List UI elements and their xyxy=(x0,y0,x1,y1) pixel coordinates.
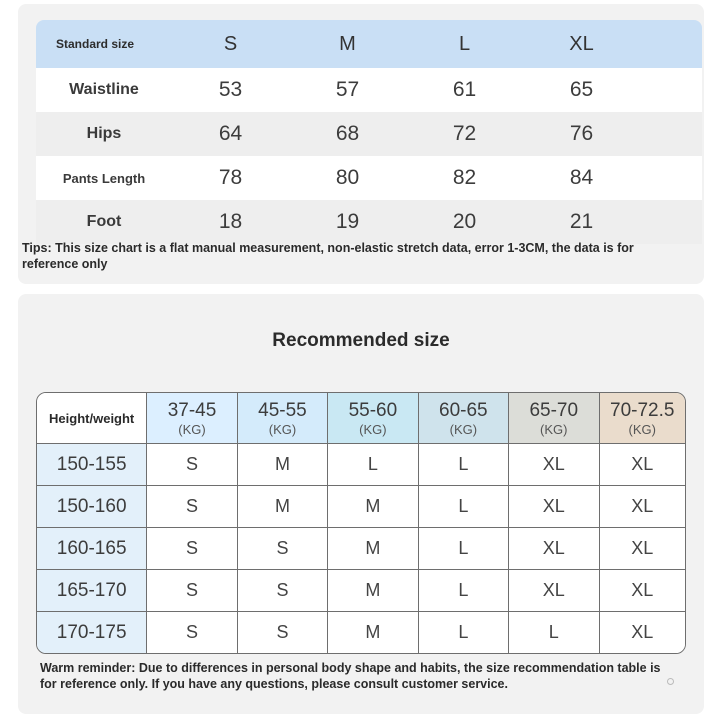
recommended-row xyxy=(37,570,685,612)
size-value: 20 xyxy=(452,210,477,233)
size-chart-header xyxy=(36,20,702,68)
row-label: Waistline xyxy=(69,81,139,98)
recommended-size-value: L xyxy=(419,528,509,569)
weight-header-cell xyxy=(600,393,685,443)
height-range: 150-160 xyxy=(37,486,147,527)
size-row-waistline xyxy=(36,68,702,112)
size-value: 84 xyxy=(569,166,594,189)
weight-range: 60-65 xyxy=(439,399,488,421)
recommended-size-value: L xyxy=(419,444,509,485)
size-value: 82 xyxy=(452,166,477,189)
recommended-size-value: L xyxy=(328,444,418,485)
size-row-pants-length xyxy=(36,156,702,200)
recommended-size-value: M xyxy=(328,570,418,611)
recommended-row xyxy=(37,444,685,486)
recommended-size-value: S xyxy=(147,612,237,653)
row-label: Foot xyxy=(86,213,122,230)
recommended-size-value: L xyxy=(509,612,599,653)
size-value: 68 xyxy=(335,122,360,145)
size-header-cell: XL xyxy=(569,32,594,55)
height-range: 160-165 xyxy=(37,528,147,569)
weight-unit: (KG) xyxy=(540,421,568,437)
height-range: 170-175 xyxy=(37,612,147,653)
height-weight-label: Height/weight xyxy=(37,393,147,443)
recommended-size-value: S xyxy=(238,612,328,653)
recommended-size-value: M xyxy=(238,486,328,527)
size-value: 72 xyxy=(452,122,477,145)
recommended-size-value: L xyxy=(419,570,509,611)
recommended-size-table xyxy=(36,392,686,654)
recommended-size-value: XL xyxy=(509,444,599,485)
recommended-size-value: M xyxy=(328,486,418,527)
height-range: 150-155 xyxy=(37,444,147,485)
size-row-foot xyxy=(36,200,702,244)
weight-header-cell xyxy=(238,393,328,443)
recommended-row xyxy=(37,486,685,528)
decorative-dot xyxy=(667,678,674,685)
size-value: 80 xyxy=(335,166,360,189)
recommended-size-value: S xyxy=(147,570,237,611)
standard-size-label: Standard size xyxy=(56,37,135,51)
weight-unit: (KG) xyxy=(178,421,206,437)
size-value: 61 xyxy=(452,78,477,101)
recommended-size-value: XL xyxy=(600,486,685,527)
size-value: 53 xyxy=(218,78,243,101)
weight-range: 55-60 xyxy=(348,399,398,421)
size-value: 19 xyxy=(335,210,360,233)
weight-header-cell xyxy=(419,393,509,443)
warm-reminder: Warm reminder: Due to differences in personal body shape and habits, the size recommendation table is for reference only. If you have any questions, please consult customer service. xyxy=(40,661,661,691)
size-value: 21 xyxy=(569,210,594,233)
row-label: Hips xyxy=(86,125,122,142)
weight-header-cell xyxy=(328,393,418,443)
size-value: 65 xyxy=(569,78,594,101)
weight-unit: (KG) xyxy=(359,421,387,437)
recommended-size-value: XL xyxy=(600,528,685,569)
size-value: 57 xyxy=(335,78,360,101)
recommended-size-card xyxy=(18,294,704,714)
recommended-size-value: L xyxy=(419,486,509,527)
recommended-size-value: XL xyxy=(600,570,685,611)
size-row-hips xyxy=(36,112,702,156)
recommended-size-value: L xyxy=(419,612,509,653)
weight-header-cell xyxy=(509,393,599,443)
weight-unit: (KG) xyxy=(628,421,656,437)
weight-unit: (KG) xyxy=(268,421,297,437)
size-value: 76 xyxy=(569,122,594,145)
size-header-cell: L xyxy=(458,32,471,55)
size-value: 64 xyxy=(218,122,243,145)
size-chart-tips: Tips: This size chart is a flat manual measurement, non-elastic stretch data, error 1-3CM, the data is for reference only xyxy=(22,241,634,271)
weight-range: 45-55 xyxy=(258,399,307,421)
recommended-size-value: S xyxy=(147,486,237,527)
weight-unit: (KG) xyxy=(449,421,478,437)
recommended-row xyxy=(37,612,685,653)
recommended-size-value: XL xyxy=(509,486,599,527)
recommended-title: Recommended size xyxy=(272,330,450,351)
size-chart-card xyxy=(18,4,704,284)
weight-range: 37-45 xyxy=(167,399,217,421)
recommended-header-row xyxy=(37,393,685,444)
recommended-size-value: XL xyxy=(509,570,599,611)
weight-header-cell xyxy=(147,393,237,443)
recommended-size-value: S xyxy=(238,570,328,611)
size-value: 18 xyxy=(218,210,243,233)
size-header-cell: S xyxy=(223,32,238,55)
row-label: Pants Length xyxy=(62,170,146,186)
size-header-cell: M xyxy=(339,32,356,55)
recommended-size-value: S xyxy=(147,528,237,569)
recommended-row xyxy=(37,528,685,570)
recommended-size-value: XL xyxy=(600,612,685,653)
weight-range: 70-72.5 xyxy=(610,399,675,421)
recommended-size-value: XL xyxy=(509,528,599,569)
recommended-size-value: S xyxy=(147,444,237,485)
size-chart-table xyxy=(36,20,702,244)
recommended-size-value: XL xyxy=(600,444,685,485)
weight-range: 65-70 xyxy=(529,399,579,421)
recommended-size-value: M xyxy=(328,612,418,653)
height-range: 165-170 xyxy=(37,570,147,611)
size-value: 78 xyxy=(218,166,243,189)
recommended-size-value: S xyxy=(238,528,328,569)
recommended-size-value: M xyxy=(328,528,418,569)
recommended-size-value: M xyxy=(238,444,328,485)
